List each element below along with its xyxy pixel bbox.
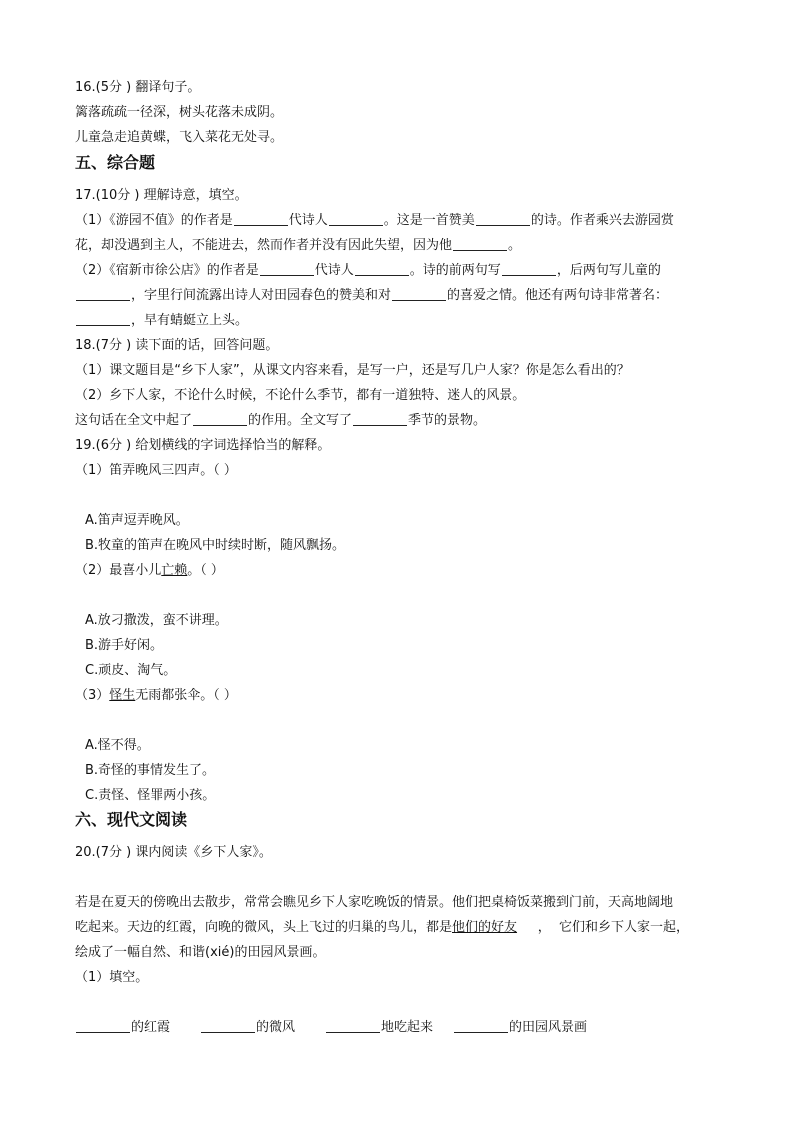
- text: 花，却没遇到主人，不能进去，然而作者并没有因此失望，因为他: [75, 238, 453, 253]
- text: 的田园风景画: [509, 1020, 588, 1035]
- fill-blank[interactable]: [476, 212, 530, 226]
- text: ，后两句写儿童的: [556, 263, 661, 278]
- fill-blank[interactable]: [234, 212, 288, 226]
- q19-sub1-option-b[interactable]: B.牧童的笛声在晚风中时续时断，随风飘扬。: [85, 538, 346, 553]
- text: ， 它们和乡下人家一起，: [517, 920, 689, 935]
- underlined-word: 怪生: [109, 688, 136, 703]
- q19-sub3: [75, 687, 794, 705]
- q19-sub3-option-c[interactable]: C.责怪、怪罪两小孩。: [85, 788, 216, 803]
- text: （3）: [75, 688, 110, 703]
- text: 的喜爱之情。他还有两句诗非常著名：: [447, 288, 669, 303]
- text: ，字里行间流露出诗人对田园春色的赞美和对: [131, 288, 392, 303]
- q19-sub3-option-b[interactable]: B.奇怪的事情发生了。: [85, 763, 216, 778]
- q16-line2: 儿童急走追黄蝶，飞入菜花无处寻。: [75, 130, 284, 145]
- q17-part2-line1: [75, 262, 794, 280]
- q19-sub2: [75, 562, 794, 580]
- fill-blank[interactable]: [329, 212, 383, 226]
- q17-part2-line3: [75, 312, 794, 330]
- text: 的微风: [256, 1020, 296, 1035]
- q17-title: 17.(10分 ) 理解诗意，填空。: [75, 188, 248, 203]
- text: 。（ ）: [187, 563, 224, 578]
- fill-blank[interactable]: [453, 237, 507, 251]
- text: 的作用。全文写了: [248, 413, 353, 428]
- q20-fill-row: [75, 1019, 794, 1037]
- q16-title: 16.(5分 ) 翻译句子。: [75, 80, 201, 95]
- fill-blank[interactable]: [260, 262, 314, 276]
- text: （1）《游园不值》的作者是: [75, 213, 233, 228]
- fill-blank[interactable]: [392, 287, 446, 301]
- fill-blank[interactable]: [193, 412, 247, 426]
- q18-part1: （1）课文题目是“乡下人家”，从课文内容来看，是写一户，还是写几户人家？你是怎么看出的？: [75, 363, 630, 378]
- q17-part2-line2: [75, 287, 794, 305]
- q17-part1-line2: [75, 237, 794, 255]
- text: 地吃起来: [381, 1020, 434, 1035]
- q19-sub1: （1）笛弄晚风三四声。（ ）: [75, 463, 237, 478]
- text: 季节的景物。: [408, 413, 487, 428]
- text: （2）《宿新市徐公店》的作者是: [75, 263, 259, 278]
- text: 无雨都张伞。（ ）: [135, 688, 237, 703]
- text: 的红霞: [131, 1020, 171, 1035]
- text: 。: [508, 238, 522, 253]
- q19-sub1-option-a[interactable]: A.笛声逗弄晚风。: [85, 513, 189, 528]
- q19-title: 19.(6分 ) 给划横线的字词选择恰当的解释。: [75, 438, 331, 453]
- fill-blank[interactable]: [76, 287, 130, 301]
- text: （2）最喜小儿: [75, 563, 162, 578]
- q20-sub1: （1）填空。: [75, 970, 149, 985]
- q17-part1-line1: [75, 212, 794, 230]
- q20-passage-line2: [75, 919, 794, 937]
- text: 。诗的前两句写: [409, 263, 501, 278]
- underlined-word: 亡赖: [161, 563, 188, 578]
- text: 这句话在全文中起了: [75, 413, 193, 428]
- q20-passage-line1: 若是在夏天的傍晚出去散步，常常会瞧见乡下人家吃晚饭的情景。他们把桌椅饭菜搬到门前，天高地阔地: [75, 895, 674, 910]
- text: 。这是一首赞美: [383, 213, 475, 228]
- q19-sub2-option-a[interactable]: A.放刁撒泼，蛮不讲理。: [85, 613, 228, 628]
- q20-title: 20.(7分 ) 课内阅读《乡下人家》。: [75, 845, 272, 860]
- text: 代诗人: [288, 213, 328, 228]
- q19-sub2-option-c[interactable]: C.顽皮、淘气。: [85, 663, 177, 678]
- section-5-heading: 五、综合题: [75, 153, 156, 172]
- text: ，早有蜻蜓立上头。: [131, 313, 249, 328]
- text: 代诗人: [314, 263, 354, 278]
- q20-passage-line3: 绘成了一幅自然、和谐(xié)的田园风景画。: [75, 945, 326, 960]
- q18-part3: [75, 412, 794, 430]
- fill-blank[interactable]: [326, 1019, 380, 1033]
- section-6-heading: 六、现代文阅读: [75, 810, 188, 829]
- fill-blank[interactable]: [355, 262, 409, 276]
- fill-blank[interactable]: [76, 1019, 130, 1033]
- fill-blank[interactable]: [201, 1019, 255, 1033]
- q18-part2: （2）乡下人家，不论什么时候，不论什么季节，都有一道独特、迷人的风景。: [75, 388, 526, 403]
- q19-sub2-option-b[interactable]: B.游手好闲。: [85, 638, 164, 653]
- fill-blank[interactable]: [76, 312, 130, 326]
- text: 的诗。作者乘兴去游园赏: [530, 213, 674, 228]
- fill-blank[interactable]: [502, 262, 556, 276]
- fill-blank[interactable]: [454, 1019, 508, 1033]
- underlined-phrase: 他们的好友: [452, 920, 518, 935]
- q19-sub3-option-a[interactable]: A.怪不得。: [85, 738, 150, 753]
- q18-title: 18.(7分 ) 读下面的话，回答问题。: [75, 338, 279, 353]
- q16-line1: 篱落疏疏一径深，树头花落未成阴。: [75, 105, 284, 120]
- fill-blank[interactable]: [353, 412, 407, 426]
- text: 吃起来。天边的红霞，向晚的微风，头上飞过的归巢的鸟儿，都是: [75, 920, 453, 935]
